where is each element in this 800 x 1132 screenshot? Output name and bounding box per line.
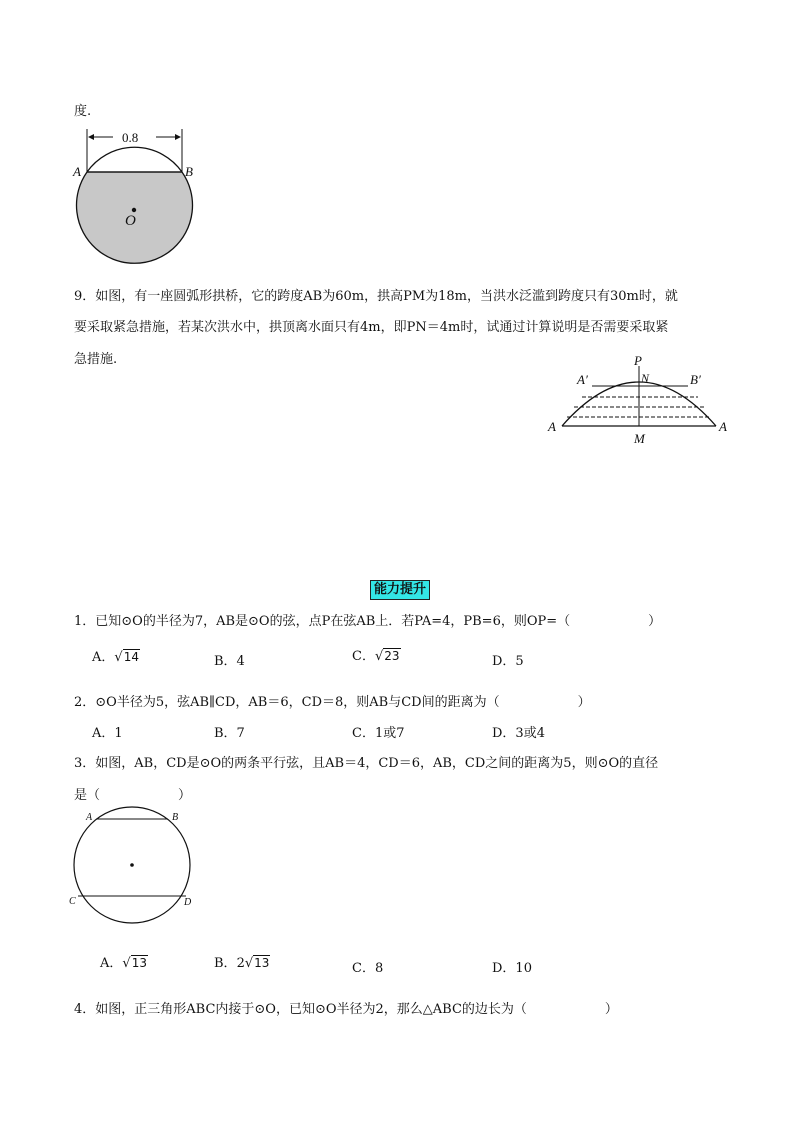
label-a-prime: A′ [577,372,588,387]
q9-line-2: 要采取紧急措施，若某次洪水中，拱顶离水面只有4m，即PN＝4m时，试通过计算说明是否需要采取紧 [74,320,669,335]
q9-line-1: 9．如图，有一座圆弧形拱桥，它的跨度AB为60m，拱高PM为18m，当洪水泛滥到跨度只有30m时，就 [74,289,678,304]
p2-option-b: B．7 [214,726,245,741]
figure-parallel-chords [66,808,206,928]
p2-stem: 2．⊙O半径为5，弦AB∥CD，AB＝6，CD＝8，则AB与CD间的距离为（ ） [74,695,591,710]
label-p: P [634,353,642,368]
p2-option-d: D．3或4 [492,726,545,741]
figure-circle-segment [68,124,208,274]
p4-stem: 4．如图，正三角形ABC内接于⊙O，已知⊙O半径为2，那么△ABC的边长为（ ） [74,1002,618,1017]
dimension-label: 0.8 [122,130,139,145]
label-a-left: A [548,419,556,434]
p1-option-c: C．√23 [352,649,400,664]
p3-option-d: D．10 [492,961,532,976]
p3-option-c: C．8 [352,961,384,976]
label-n: N [641,371,650,385]
label-b-prime: B′ [690,372,701,387]
p3-line-2: 是（ ） [74,788,192,803]
p1-option-b: B．4 [214,654,245,669]
figure-arch-bridge [546,352,736,452]
p2-option-a: A．1 [92,726,123,741]
p3-option-b: B．2√13 [214,956,270,971]
label-c: C [69,896,76,907]
p2-option-c: C．1或7 [352,726,405,741]
label-m: M [634,431,645,446]
label-a: A [73,164,81,179]
p1-option-d: D．5 [492,654,524,669]
label-d: D [184,897,192,908]
center-point [130,863,134,867]
p3-line-1: 3．如图，AB，CD是⊙O的两条平行弦，且AB＝4，CD＝6，AB，CD之间的距离为5，则⊙O的直径 [74,756,659,771]
p1-stem: 1．已知⊙O的半径为7，AB是⊙O的弦，点P在弦AB上．若PA=4，PB=6，则OP=（ ） [74,614,662,629]
center-point [132,208,136,212]
label-b: B [172,812,179,823]
q9-line-3: 急措施. [74,352,118,367]
label-a: A [86,812,93,823]
section-heading: 能力提升 [370,580,430,600]
p3-option-a: A．√13 [100,956,147,971]
label-b: B [185,164,193,179]
p1-option-a: A．√14 [92,650,139,665]
text-fragment: 度. [74,104,92,119]
label-o: O [125,213,136,229]
label-a-right: A [719,419,727,434]
